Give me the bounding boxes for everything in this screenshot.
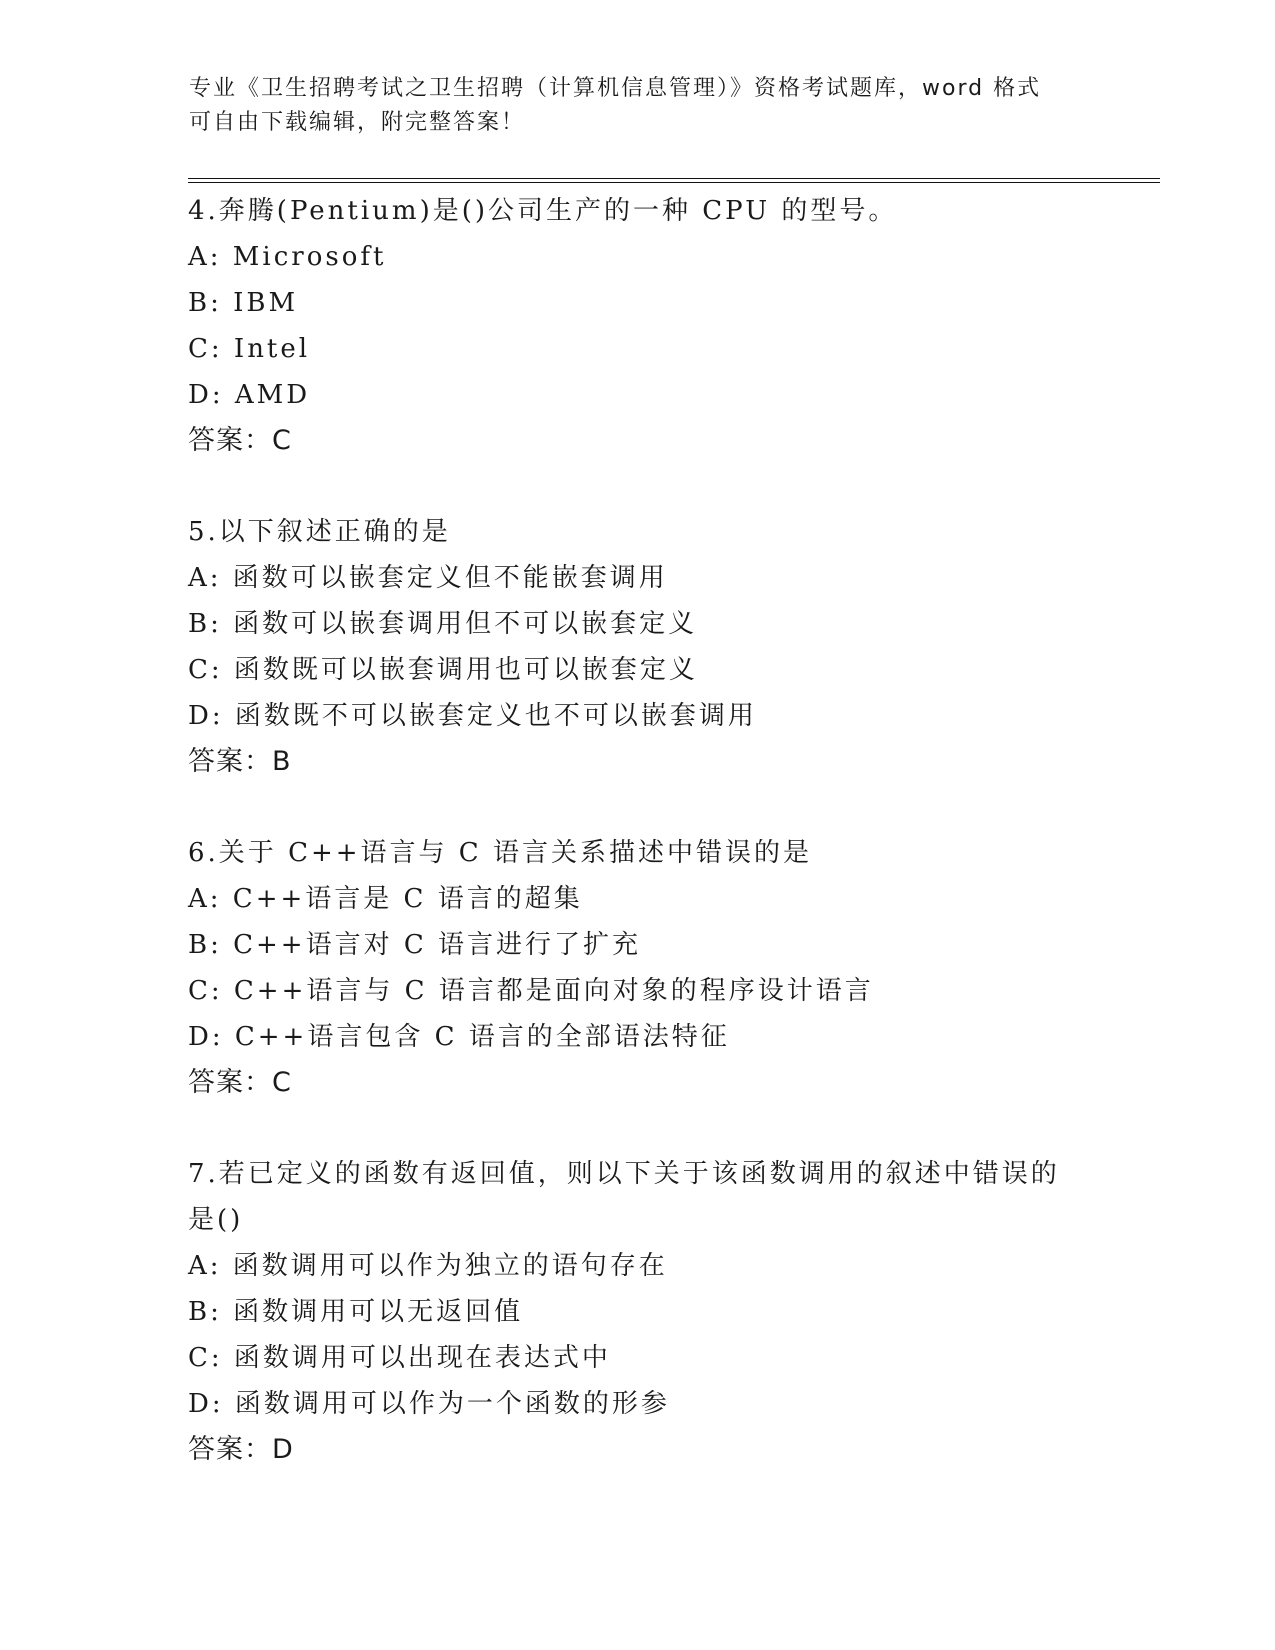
question-4 (188, 188, 1088, 464)
option-d: D: C++语言包含 C 语言的全部语法特征 (188, 1022, 730, 1052)
option-c: C: 函数既可以嵌套调用也可以嵌套定义 (188, 655, 698, 685)
option-d: D: AMD (188, 380, 311, 410)
option-b: B: C++语言对 C 语言进行了扩充 (188, 930, 642, 960)
question-5 (188, 509, 1088, 785)
question-title-line-2: 是() (188, 1205, 244, 1235)
double-divider (188, 178, 1160, 183)
option-b: B: 函数可以嵌套调用但不可以嵌套定义 (188, 609, 698, 639)
option-d: D: 函数既不可以嵌套定义也不可以嵌套调用 (188, 701, 757, 731)
answer-line: 答案：C (188, 1067, 292, 1098)
header-line-2: 可自由下载编辑，附完整答案！ (189, 110, 526, 135)
option-a: A: 函数调用可以作为独立的语句存在 (188, 1251, 668, 1281)
option-d: D: 函数调用可以作为一个函数的形参 (188, 1389, 670, 1419)
header-line-1: 专业《卫生招聘考试之卫生招聘（计算机信息管理）》资格考试题库，word 格式 (189, 76, 1042, 101)
option-a: A: C++语言是 C 语言的超集 (188, 884, 583, 914)
question-7 (188, 1151, 1088, 1473)
option-a: A: 函数可以嵌套定义但不能嵌套调用 (188, 563, 668, 593)
option-a: A: Microsoft (188, 242, 387, 272)
option-b: B: 函数调用可以无返回值 (188, 1297, 524, 1327)
question-title: 4.奔腾(Pentium)是()公司生产的一种 CPU 的型号。 (188, 196, 898, 226)
option-c: C: Intel (188, 334, 311, 364)
question-title-line-1: 7.若已定义的函数有返回值，则以下关于该函数调用的叙述中错误的 (188, 1159, 1060, 1189)
question-title: 6.关于 C++语言与 C 语言关系描述中错误的是 (188, 838, 812, 868)
answer-line: 答案：B (188, 746, 292, 777)
answer-line: 答案：C (188, 425, 292, 456)
option-b: B: IBM (188, 288, 299, 318)
answer-line: 答案：D (188, 1434, 294, 1465)
question-list (188, 188, 1088, 1518)
document-header (189, 72, 1089, 140)
option-c: C: 函数调用可以出现在表达式中 (188, 1343, 611, 1373)
question-title: 5.以下叙述正确的是 (188, 517, 451, 547)
question-6 (188, 830, 1088, 1106)
option-c: C: C++语言与 C 语言都是面向对象的程序设计语言 (188, 976, 874, 1006)
